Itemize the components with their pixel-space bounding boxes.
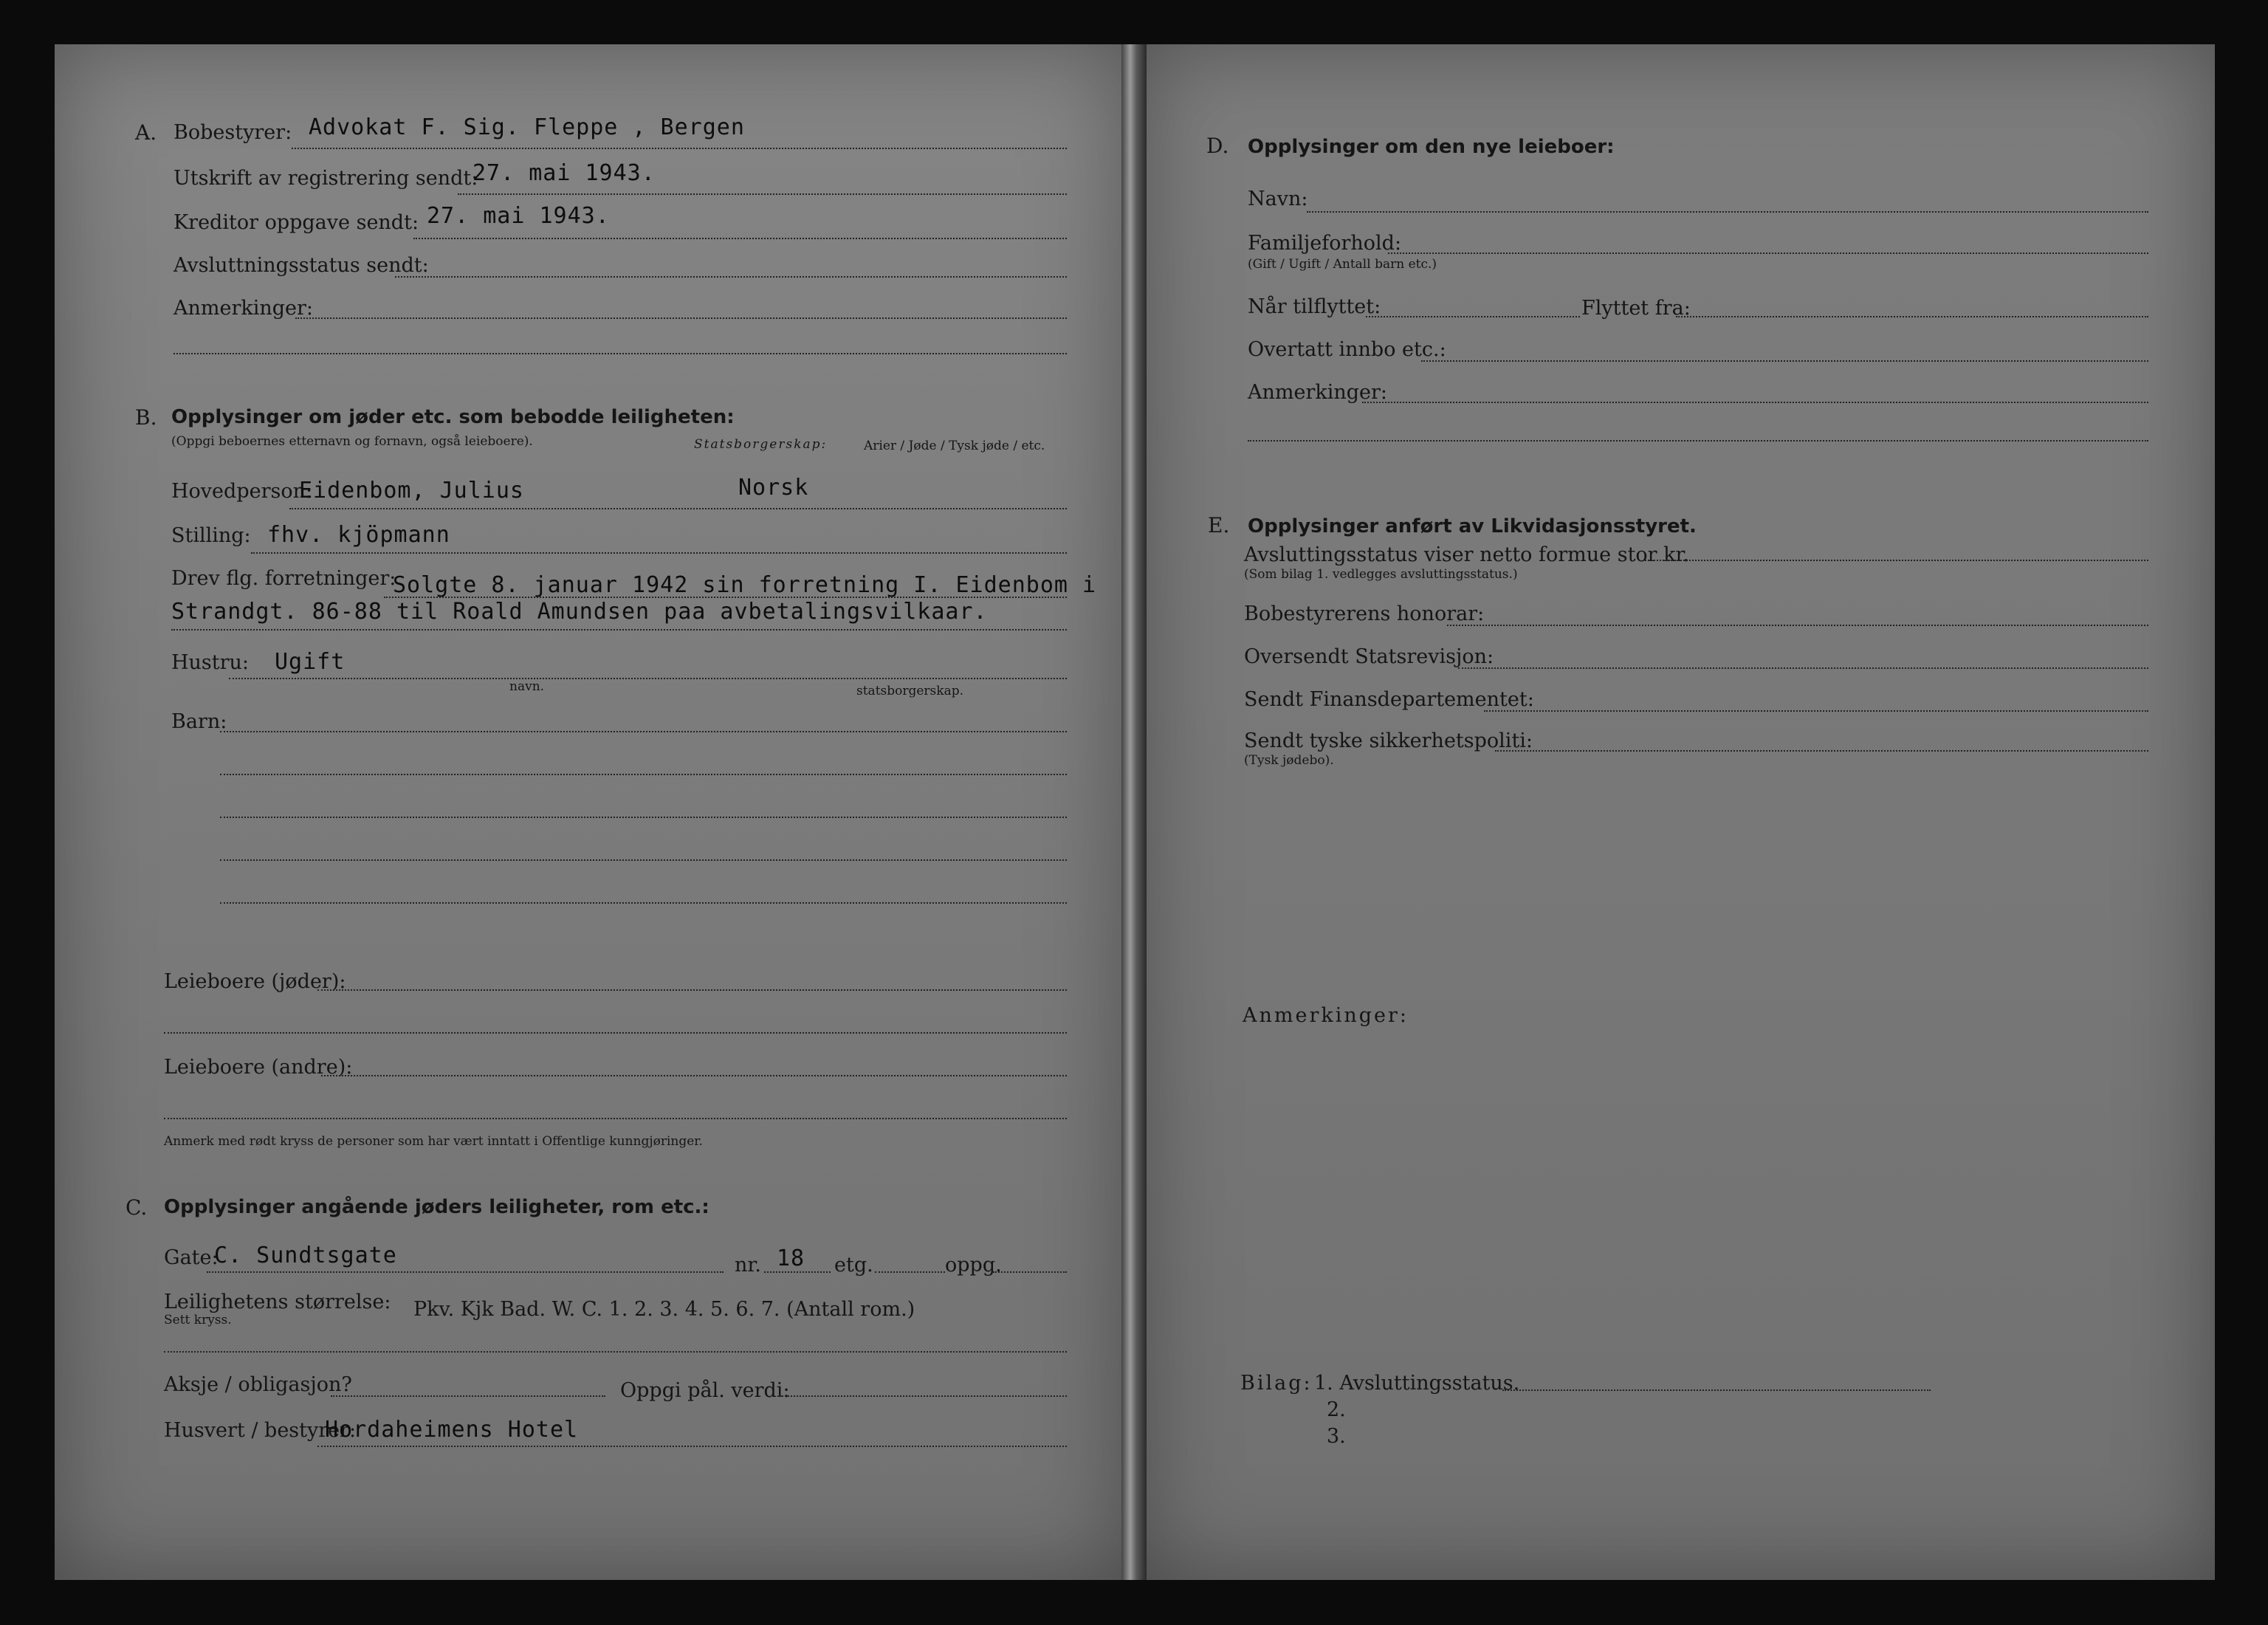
aksje-label: Aksje / obligasjon?	[164, 1373, 352, 1396]
section-b-heading: Opplysinger om jøder etc. som bebodde leiligheten:	[171, 406, 735, 428]
hustru-label: Hustru:	[171, 651, 250, 674]
avslutning-rule	[1645, 560, 2148, 561]
sikkerhetspoliti-rule	[1495, 750, 2148, 752]
avslutning-line: Avsluttingsstatus viser netto formue stor kr.	[1244, 543, 1690, 566]
hovedperson-rule	[289, 508, 1067, 509]
anmerkinger-d-rule-2	[1248, 440, 2148, 442]
avslutningsstatus-rule	[395, 276, 1067, 278]
section-a-letter: A.	[135, 120, 157, 145]
hovedperson-label: Hovedperson:	[171, 480, 313, 503]
section-d-heading: Opplysinger om den nye leieboer:	[1248, 136, 1615, 158]
drev-rule-1	[384, 597, 1067, 598]
section-b-subheading: (Oppgi beboernes etternavn og fornavn, også leieboere).	[171, 434, 533, 449]
oppgi-verdi-rule	[779, 1395, 1067, 1397]
drev-value-line1: Solgte 8. januar 1942 sin forretning I. Eidenbom i	[393, 572, 1097, 598]
sett-kryss-label: Sett kryss.	[164, 1313, 232, 1327]
hovedperson-nationality: Norsk	[738, 475, 809, 501]
bobestyrer-rule	[292, 148, 1067, 149]
anmerkinger-d-label: Anmerkinger:	[1248, 381, 1388, 404]
book-spine	[1121, 44, 1147, 1580]
honorar-rule	[1447, 625, 2148, 626]
right-page	[1141, 44, 2215, 1580]
nr-rule	[764, 1271, 831, 1273]
anmerkinger-e-label: Anmerkinger:	[1243, 1004, 1409, 1027]
utskrift-value: 27. mai 1943.	[472, 160, 656, 186]
kreditor-rule	[413, 238, 1067, 239]
storrelse-label: Leilighetens størrelse:	[164, 1291, 391, 1313]
barn-rule-4	[220, 859, 1067, 861]
leieboere-joder-label: Leieboere (jøder):	[164, 970, 346, 993]
nr-label: nr.	[735, 1254, 761, 1277]
sikkerhetspoliti-sub: (Tysk jødebo).	[1244, 753, 1334, 768]
bilag-label: Bilag:	[1240, 1372, 1313, 1395]
utskrift-label: Utskrift av registrering sendt:	[173, 167, 478, 190]
statsrevisjon-label: Oversendt Statsrevisjon:	[1244, 645, 1494, 668]
kreditor-value: 27. mai 1943.	[427, 203, 610, 229]
statsrevisjon-rule	[1458, 667, 2148, 669]
flyttet-fra-label: Flyttet fra:	[1581, 297, 1691, 320]
leieboere-andre-rule-2	[164, 1118, 1067, 1119]
avslutning-sub: (Som bilag 1. vedlegges avsluttingsstatus.)	[1244, 567, 1518, 582]
familie-sub: (Gift / Ugift / Antall barn etc.)	[1248, 257, 1437, 272]
section-c-letter: C.	[126, 1195, 148, 1220]
barn-rule-1	[220, 731, 1067, 732]
anmerkinger-d-rule	[1362, 402, 2148, 403]
barn-rule-3	[220, 817, 1067, 818]
drev-label: Drev flg. forretninger:	[171, 567, 396, 590]
husvert-rule	[317, 1446, 1067, 1447]
anmerkinger-a-label: Anmerkinger:	[173, 297, 314, 320]
aksje-rule	[331, 1395, 605, 1397]
honorar-label: Bobestyrerens honorar:	[1244, 602, 1485, 625]
anmerkinger-a-rule	[295, 317, 1067, 319]
section-e-heading: Opplysinger anført av Likvidasjonsstyret.	[1248, 515, 1697, 537]
hustru-value: Ugift	[275, 649, 346, 675]
gate-value: C. Sundtsgate	[214, 1243, 397, 1268]
utskrift-rule	[458, 193, 1067, 195]
etg-rule	[875, 1271, 945, 1273]
oppgi-verdi-label: Oppgi pål. verdi:	[620, 1379, 790, 1402]
husvert-value: Hordaheimens Hotel	[325, 1417, 579, 1443]
tilflyttet-label: Når tilflyttet:	[1248, 295, 1381, 318]
storrelse-rule	[164, 1351, 1067, 1353]
finansdepartementet-rule	[1484, 710, 2148, 712]
room-options: Pkv. Kjk Bad. W. C. 1. 2. 3. 4. 5. 6. 7. (Antall rom.)	[413, 1298, 915, 1321]
familie-rule	[1388, 252, 2148, 254]
statsborgerskap-label: Statsborgerskap:	[694, 437, 828, 452]
bobestyrer-label: Bobestyrer:	[173, 121, 292, 144]
finansdepartementet-label: Sendt Finansdepartementet:	[1244, 688, 1534, 711]
etg-label: etg.	[834, 1254, 873, 1277]
flyttet-fra-rule	[1676, 316, 2148, 317]
stilling-label: Stilling:	[171, 524, 251, 547]
nr-value: 18	[777, 1246, 805, 1271]
familie-label: Familjeforhold:	[1248, 232, 1402, 255]
leieboere-andre-rule	[321, 1075, 1067, 1076]
hovedperson-value: Eidenbom, Julius	[299, 478, 524, 504]
section-d-letter: D.	[1206, 134, 1229, 158]
bilag-item-2: 2.	[1327, 1398, 1346, 1421]
section-b-note: Anmerk med rødt kryss de personer som har vært inntatt i Offentlige kunngjøringer.	[164, 1134, 703, 1149]
leieboere-andre-label: Leieboere (andre):	[164, 1056, 353, 1079]
stilling-value: fhv. kjöpmann	[267, 522, 450, 548]
bobestyrer-value: Advokat F. Sig. Fleppe , Bergen	[309, 114, 745, 140]
section-c-heading: Opplysinger angående jøders leiligheter, rom etc.:	[164, 1196, 709, 1218]
section-e-letter: E.	[1208, 513, 1230, 537]
innbo-rule	[1421, 360, 2148, 362]
bilag-rule-1	[1502, 1389, 1931, 1391]
drev-rule-2	[171, 629, 1067, 631]
stilling-rule	[251, 552, 1067, 554]
bilag-item-3: 3.	[1327, 1425, 1346, 1448]
statsborgerskap-options: Arier / Jøde / Tysk jøde / etc.	[864, 439, 1045, 453]
gate-label: Gate:	[164, 1246, 219, 1269]
navn-label: Navn:	[1248, 188, 1308, 210]
statsborgerskap-caption: statsborgerskap.	[856, 684, 964, 698]
navn-caption: navn.	[509, 679, 545, 694]
navn-rule	[1307, 211, 2148, 213]
hustru-rule	[229, 678, 1067, 679]
barn-rule-5	[220, 902, 1067, 904]
oppg-rule	[993, 1271, 1067, 1273]
barn-label: Barn:	[171, 710, 227, 733]
section-b-letter: B.	[135, 405, 157, 430]
sikkerhetspoliti-label: Sendt tyske sikkerhetspoliti:	[1244, 729, 1533, 752]
kreditor-label: Kreditor oppgave sendt:	[173, 211, 419, 234]
anmerkinger-a-rule-2	[173, 353, 1067, 354]
bilag-item-1: 1. Avsluttingsstatus.	[1314, 1372, 1520, 1395]
gate-rule	[207, 1271, 724, 1273]
oppg-label: oppg.	[945, 1254, 1002, 1277]
innbo-label: Overtatt innbo etc.:	[1248, 338, 1446, 361]
husvert-label: Husvert / bestyrer:	[164, 1419, 357, 1442]
leieboere-joder-rule	[317, 989, 1067, 991]
drev-value-line2: Strandgt. 86-88 til Roald Amundsen paa avbetalingsvilkaar.	[171, 599, 988, 625]
leieboere-joder-rule-2	[164, 1032, 1067, 1034]
barn-rule-2	[220, 774, 1067, 775]
tilflyttet-rule	[1366, 316, 1580, 317]
avslutningsstatus-label: Avsluttningsstatus sendt:	[173, 254, 429, 277]
